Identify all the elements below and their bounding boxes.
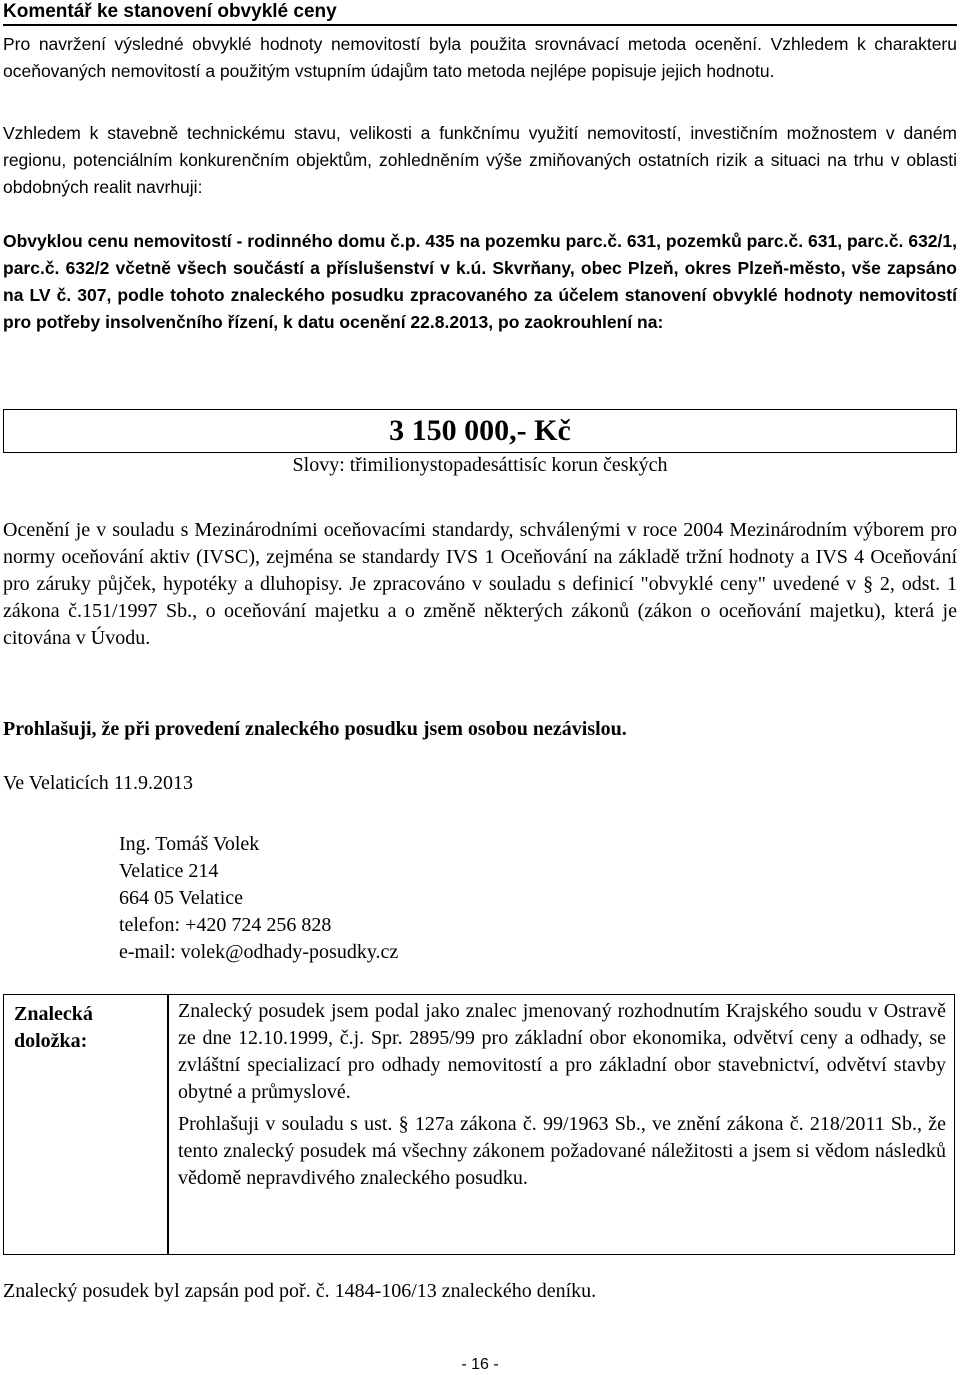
expert-street: Velatice 214 (119, 860, 219, 882)
expert-clause-paragraph-2: Prohlašuji v souladu s ust. § 127a zákona č. 99/1963 Sb., ve znění zákona č. 218/2011 Sb., že tento znalecký posudek má všechny zákonem požadované náležitosti a jsem si vědom následků vědomě nepravdivého znaleckého posudku. (178, 1113, 946, 1189)
page-number: - 16 - (461, 1356, 499, 1373)
expert-clause-paragraph-1: Znalecký posudek jsem podal jako znalec jmenovaný rozhodnutím Krajského soudu v Ostravě ze dne 12.10.1999, č.j. Spr. 2895/99 pro základní obor ekonomika, odvětví ceny a odhady, se zvláštní specializací pro odhady nemovitostí a pro základní obor stavebnictví, odvětví stavby obytné a průmyslové. (178, 1000, 946, 1103)
place-and-date: Ve Velaticích 11.9.2013 (3, 772, 193, 794)
expert-name: Ing. Tomáš Volek (119, 833, 260, 855)
expert-clause-label: Znalecká doložka: (14, 1003, 93, 1052)
registry-note: Znalecký posudek byl zapsán pod poř. č. 1484-106/13 znaleckého deníku. (3, 1280, 597, 1302)
expert-email: e-mail: volek@odhady-posudky.cz (119, 941, 399, 963)
valuation-box (3, 409, 957, 453)
expert-clause-box (3, 994, 955, 1255)
standards-paragraph: Ocenění je v souladu s Mezinárodními oceňovacími standardy, schválenými v roce 2004 Mezinárodním výborem pro normy oceňování aktiv (IVSC), zejména se standardy IVS 1 Oceňování na základě tržní hodnoty a IVS 4 Oceňování pro záruky půjček, hypotéky a dluhopisy. Je zpracováno v souladu s definicí "obvyklé ceny" uvedené v § 2, odst. 1 zákona č.151/1997 Sb., o oceňování majetku a o změně některých zákonů (zákon o oceňování majetku), která je citována v Úvodu. (3, 519, 957, 649)
intro-paragraph: Pro navržení výsledné obvyklé hodnoty nemovitostí byla použita srovnávací metoda ocenění. Vzhledem k charakteru oceňovaných nemovitostí a použitým vstupním údajům tato metoda nejlépe popisuje jejich hodnotu. (3, 34, 957, 81)
section-heading: Komentář ke stanovení obvyklé ceny (3, 1, 957, 26)
clause-divider (167, 995, 169, 1254)
expert-phone: telefon: +420 724 256 828 (119, 914, 332, 936)
valuation-in-words: Slovy: třimilionystopadesáttisíc korun českých (292, 454, 668, 476)
proposal-paragraph: Obvyklou cenu nemovitostí - rodinného domu č.p. 435 na pozemku parc.č. 631, pozemků parc.č. 631, parc.č. 632/1, parc.č. 632/2 včetně všech součástí a příslušenství v k.ú. Skvrňany, obec Plzeň, okres Plzeň-město, vše zapsáno na LV č. 307, podle tohoto znaleckého posudku zpracovaného za účelem stanovení obvyklé hodnoty nemovitostí pro potřeby insolvenčního řízení, k datu ocenění 22.8.2013, po zaokrouhlení na: (3, 231, 957, 332)
reasoning-paragraph: Vzhledem k stavebně technickému stavu, velikosti a funkčnímu využití nemovitostí, investičním možnostem v daném regionu, potenciálním konkurenčním objektům, zohledněním výše zmiňovaných ostatních rizik a situaci na trhu v oblasti obdobných realit navrhuji: (3, 123, 957, 197)
independence-statement: Prohlašuji, že při provedení znaleckého posudku jsem osobou nezávislou. (3, 718, 627, 740)
expert-signature-block (119, 831, 398, 966)
expert-city: 664 05 Velatice (119, 887, 244, 909)
valuation-amount: 3 150 000,- Kč (389, 414, 571, 447)
expert-clause-text (178, 998, 946, 1192)
